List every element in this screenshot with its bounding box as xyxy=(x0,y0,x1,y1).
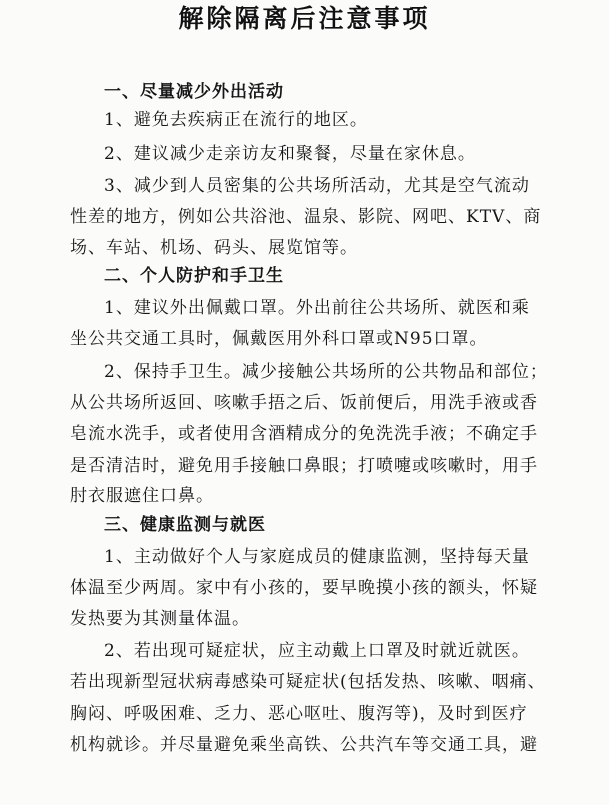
paragraph-line: 肘衣服遮住口鼻。 xyxy=(70,486,214,506)
paragraph-line: 2、保持手卫生。减少接触公共场所的公共物品和部位； xyxy=(104,362,548,382)
paragraph-line: 胸闷、呼吸困难、乏力、恶心呕吐、腹泻等)，及时到医疗 xyxy=(70,704,528,724)
section-heading-1: 一、尽量减少外出活动 xyxy=(104,82,284,102)
paragraph-line: 场、车站、机场、码头、展览馆等。 xyxy=(70,238,358,258)
paragraph-line: 从公共场所返回、咳嗽手捂之后、饭前便后，用洗手液或香 xyxy=(70,393,538,413)
paragraph-line: 皂流水洗手，或者使用含酒精成分的免洗洗手液；不确定手 xyxy=(70,424,538,444)
paragraph-line: 若出现新型冠状病毒感染可疑症状(包括发热、咳嗽、咽痛、 xyxy=(70,672,546,692)
section-heading-3: 三、健康监测与就医 xyxy=(104,515,266,535)
paragraph-line: 3、减少到人员密集的公共场所活动，尤其是空气流动 xyxy=(104,176,530,196)
paragraph-line: 机构就诊。并尽量避免乘坐高铁、公共汽车等交通工具，避 xyxy=(70,735,538,755)
paragraph-line: 2、若出现可疑症状，应主动戴上口罩及时就近就医。 xyxy=(104,641,530,661)
paragraph-line: 坐公共交通工具时，佩戴医用外科口罩或N95口罩。 xyxy=(70,329,488,349)
paragraph-line: 1、避免去疾病正在流行的地区。 xyxy=(104,110,368,130)
paragraph-line: 1、主动做好个人与家庭成员的健康监测，坚持每天量 xyxy=(104,547,530,567)
paragraph-line: 性差的地方，例如公共浴池、温泉、影院、网吧、KTV、商 xyxy=(70,207,542,227)
paragraph-line: 体温至少两周。家中有小孩的，要早晚摸小孩的额头，怀疑 xyxy=(70,578,538,598)
paragraph-line: 2、建议减少走亲访友和聚餐，尽量在家休息。 xyxy=(104,144,476,164)
paragraph-line: 发热要为其测量体温。 xyxy=(70,609,250,629)
paragraph-line: 1、建议外出佩戴口罩。外出前往公共场所、就医和乘 xyxy=(104,298,530,318)
section-heading-2: 二、个人防护和手卫生 xyxy=(104,266,284,286)
paragraph-line: 是否清洁时，避免用手接触口鼻眼；打喷嚏或咳嗽时，用手 xyxy=(70,456,538,476)
page-title: 解除隔离后注意事项 xyxy=(178,4,431,33)
